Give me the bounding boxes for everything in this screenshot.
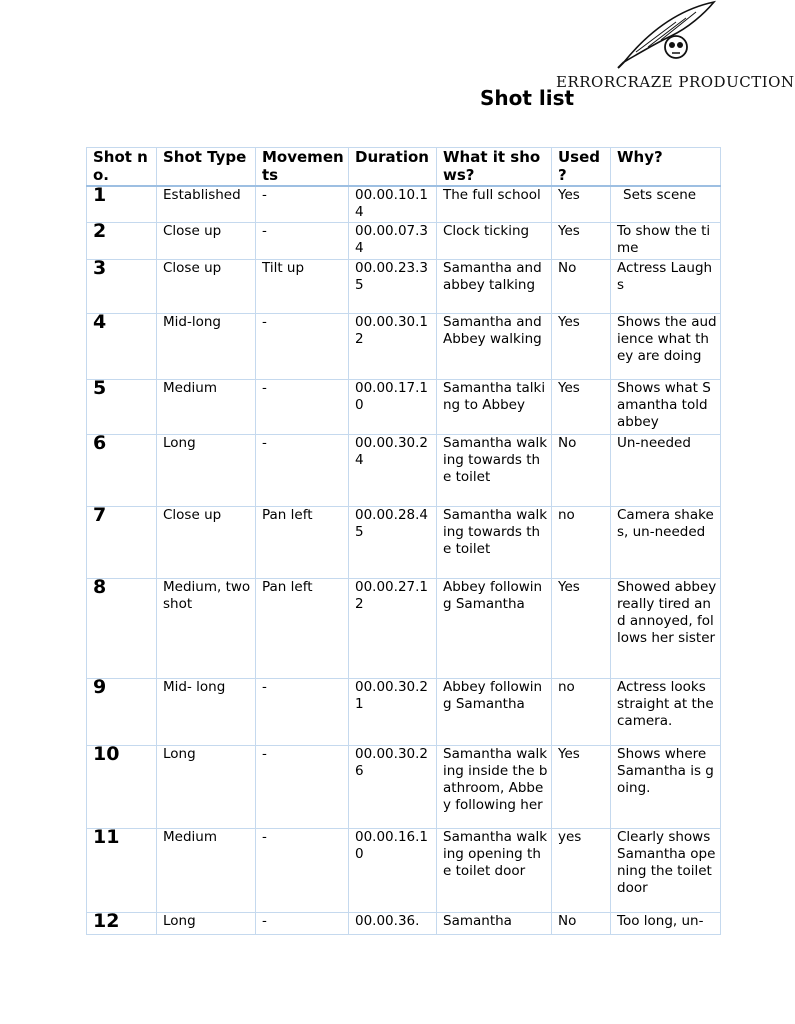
shot-used: No xyxy=(552,912,611,934)
header-what-it-shows: What it shows? xyxy=(437,148,552,187)
shot-description: Samantha and Abbey walking xyxy=(437,313,552,379)
shot-number: 4 xyxy=(87,313,157,379)
production-logo xyxy=(556,0,795,95)
shot-type: Mid-long xyxy=(157,313,256,379)
table-row xyxy=(87,434,721,506)
shot-movement: - xyxy=(256,912,349,934)
shot-number: 8 xyxy=(87,578,157,678)
shot-type: Medium xyxy=(157,379,256,434)
shot-reason: Camera shakes, un-needed xyxy=(611,506,721,578)
shot-description: Samantha xyxy=(437,912,552,934)
shot-reason: Un-needed xyxy=(611,434,721,506)
shot-description: Samantha walking towards the toilet xyxy=(437,434,552,506)
shot-movement: - xyxy=(256,186,349,222)
shot-duration: 00.00.17.10 xyxy=(349,379,437,434)
shot-used: Yes xyxy=(552,222,611,259)
header-used: Used ? xyxy=(552,148,611,187)
shot-description: Abbey following Samantha xyxy=(437,678,552,745)
shot-used: Yes xyxy=(552,379,611,434)
shot-used: No xyxy=(552,259,611,313)
table-header-row xyxy=(87,148,721,187)
header-shot-no: Shot no. xyxy=(87,148,157,187)
shot-type: Established xyxy=(157,186,256,222)
shot-duration: 00.00.30.21 xyxy=(349,678,437,745)
table-row xyxy=(87,186,721,222)
shot-type: Close up xyxy=(157,259,256,313)
shot-movement: Pan left xyxy=(256,506,349,578)
shot-duration: 00.00.36. xyxy=(349,912,437,934)
shot-reason: To show the time xyxy=(611,222,721,259)
shot-movement: - xyxy=(256,379,349,434)
feather-skull-icon xyxy=(616,0,726,70)
shot-type: Long xyxy=(157,912,256,934)
shot-type: Close up xyxy=(157,506,256,578)
shot-duration: 00.00.16.10 xyxy=(349,828,437,912)
shot-number: 9 xyxy=(87,678,157,745)
table-row xyxy=(87,379,721,434)
logo-text: ERRORCRAZE PRODUCTION xyxy=(556,73,795,91)
shot-reason: Actress looks straight at the camera. xyxy=(611,678,721,745)
shot-duration: 00.00.27.12 xyxy=(349,578,437,678)
table-row xyxy=(87,912,721,934)
shot-duration: 00.00.30.12 xyxy=(349,313,437,379)
table-row xyxy=(87,222,721,259)
shot-description: Samantha walking opening the toilet door xyxy=(437,828,552,912)
table-row xyxy=(87,578,721,678)
table-row xyxy=(87,313,721,379)
shot-description: Samantha walking towards the toilet xyxy=(437,506,552,578)
shot-reason: Too long, un- xyxy=(611,912,721,934)
shot-reason: Shows the audience what they are doing xyxy=(611,313,721,379)
shot-description: The full school xyxy=(437,186,552,222)
shot-duration: 00.00.23.35 xyxy=(349,259,437,313)
shot-number: 3 xyxy=(87,259,157,313)
shot-movement: Pan left xyxy=(256,578,349,678)
header-shot-type: Shot Type xyxy=(157,148,256,187)
shot-used: Yes xyxy=(552,313,611,379)
shot-used: no xyxy=(552,678,611,745)
shot-duration: 00.00.07.34 xyxy=(349,222,437,259)
shot-duration: 00.00.30.24 xyxy=(349,434,437,506)
shot-type: Medium, two shot xyxy=(157,578,256,678)
shot-type: Mid- long xyxy=(157,678,256,745)
table-row xyxy=(87,828,721,912)
shot-used: No xyxy=(552,434,611,506)
shot-description: Samantha and abbey talking xyxy=(437,259,552,313)
shot-number: 5 xyxy=(87,379,157,434)
shot-number: 1 xyxy=(87,186,157,222)
shot-reason: Shows what Samantha told abbey xyxy=(611,379,721,434)
shot-number: 12 xyxy=(87,912,157,934)
shot-list-table xyxy=(86,147,721,935)
shot-number: 11 xyxy=(87,828,157,912)
shot-type: Long xyxy=(157,434,256,506)
shot-duration: 00.00.10.14 xyxy=(349,186,437,222)
shot-description: Abbey following Samantha xyxy=(437,578,552,678)
shot-used: Yes xyxy=(552,578,611,678)
shot-movement: - xyxy=(256,745,349,828)
shot-reason: Actress Laughs xyxy=(611,259,721,313)
shot-reason: Sets scene xyxy=(611,186,721,222)
table-row xyxy=(87,678,721,745)
shot-used: yes xyxy=(552,828,611,912)
shot-used: Yes xyxy=(552,745,611,828)
shot-movement: - xyxy=(256,678,349,745)
shot-duration: 00.00.30.26 xyxy=(349,745,437,828)
shot-description: Samantha walking inside the bathroom, Abbey following her xyxy=(437,745,552,828)
shot-used: Yes xyxy=(552,186,611,222)
header-duration: Duration xyxy=(349,148,437,187)
shot-type: Close up xyxy=(157,222,256,259)
shot-number: 7 xyxy=(87,506,157,578)
table-row xyxy=(87,745,721,828)
header-why: Why? xyxy=(611,148,721,187)
shot-movement: - xyxy=(256,434,349,506)
shot-movement: - xyxy=(256,222,349,259)
table-row xyxy=(87,506,721,578)
shot-movement: - xyxy=(256,313,349,379)
shot-description: Clock ticking xyxy=(437,222,552,259)
shot-movement: Tilt up xyxy=(256,259,349,313)
shot-reason: Shows where Samantha is going. xyxy=(611,745,721,828)
shot-description: Samantha talking to Abbey xyxy=(437,379,552,434)
shot-duration: 00.00.28.45 xyxy=(349,506,437,578)
page-title: Shot list xyxy=(480,86,575,110)
shot-reason: Showed abbey really tired and annoyed, follows her sister xyxy=(611,578,721,678)
shot-reason: Clearly shows Samantha opening the toilet door xyxy=(611,828,721,912)
shot-type: Long xyxy=(157,745,256,828)
shot-type: Medium xyxy=(157,828,256,912)
shot-number: 2 xyxy=(87,222,157,259)
shot-number: 10 xyxy=(87,745,157,828)
table-row xyxy=(87,259,721,313)
shot-number: 6 xyxy=(87,434,157,506)
header-movements: Movements xyxy=(256,148,349,187)
shot-used: no xyxy=(552,506,611,578)
shot-movement: - xyxy=(256,828,349,912)
